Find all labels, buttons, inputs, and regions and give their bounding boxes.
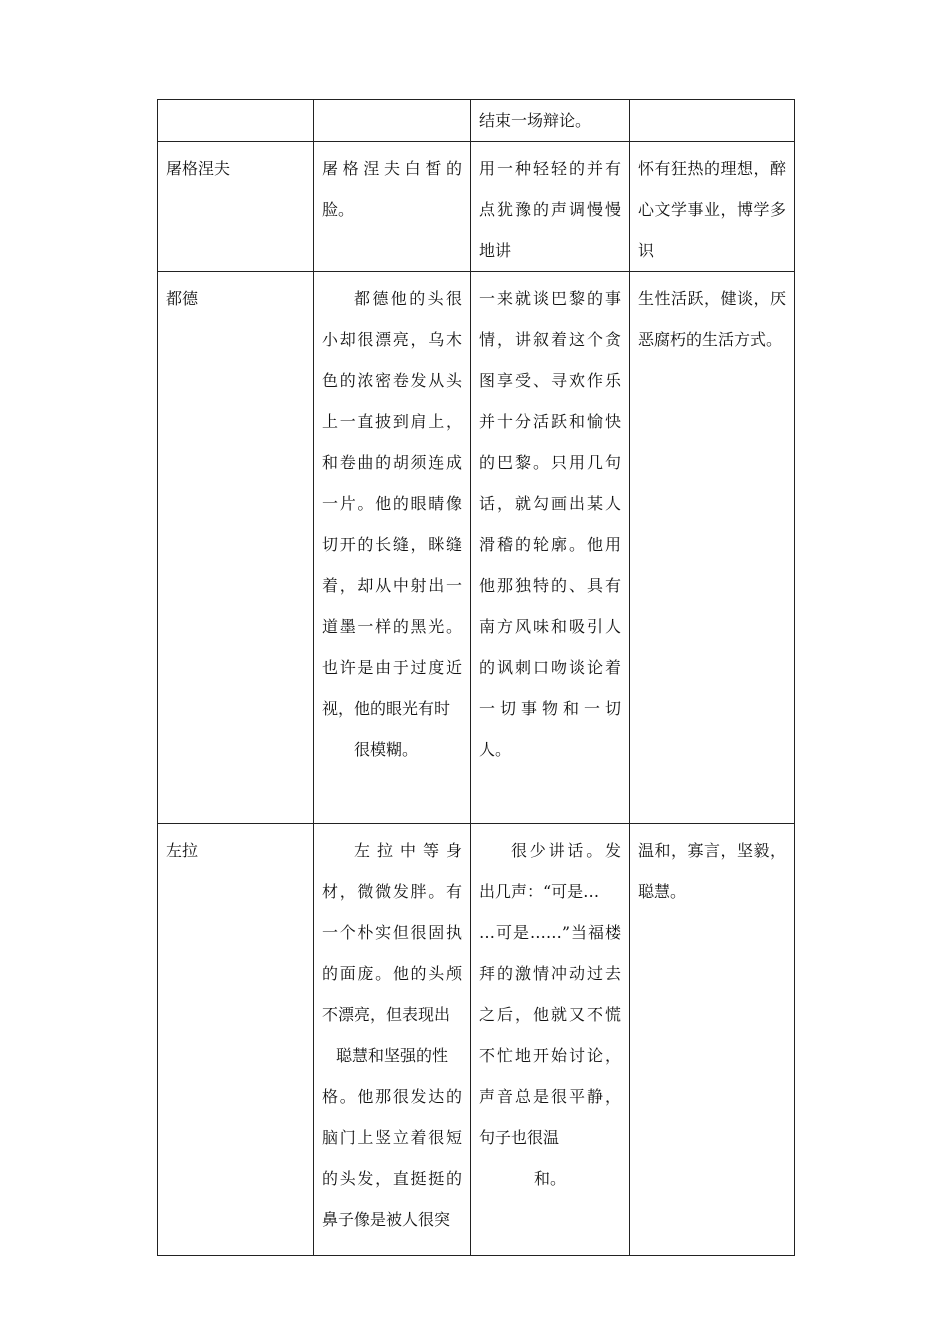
table-row [158,100,795,142]
speech-text: 很少讲话。发出几声：“可是… [479,841,621,901]
character-cell: 生性活跃，健谈，厌恶腐朽的生活方式。 [630,272,795,824]
name-cell: 屠格涅夫 [158,142,314,272]
speech-cell: 一来就谈巴黎的事情，讲叙着这个贪图享受、寻欢作乐并十分活跃和愉快的巴黎。只用几句话，就勾画出某人滑稽的轮廓。他用他那独特的、具有南方风味和吸引人的讽刺口吻谈论着一切事物和一切人。 [471,272,630,824]
character-cell: 怀有狂热的理想，醉心文学事业，博学多识 [630,142,795,272]
appearance-cell [314,272,471,824]
character-cell [630,100,795,142]
appearance-cell: 屠格涅夫白皙的脸。 [314,142,471,272]
appearance-text: 左拉中等身材，微微发胖。有一个朴实但很固执的面庞。他的头颅不漂亮，但表现出 [322,841,462,1024]
character-cell: 温和，寡言，坚毅，聪慧。 [630,824,795,1256]
speech-text: 和。 [533,1169,566,1188]
appearance-text: 格。他那很发达的脑门上竖立着很短的头发，直挺挺的鼻子像是被人很突 [322,1087,462,1229]
character-comparison-table [157,99,795,1256]
table-row [158,824,795,1256]
appearance-text: 都德他的头很小却很漂亮，乌木色的浓密卷发从头上一直披到肩上，和卷曲的胡须连成一片。他的眼睛像切开的长缝，眯缝着，却从中射出一道墨一样的黑光。也许是由于过度近视，他的眼光有时 [322,289,462,718]
speech-text: …可是……”当福楼拜的激情冲动过去之后，他就又不慌不忙地开始讨论，声音总是很平静，句子也很温 [479,923,621,1147]
appearance-cell [314,824,471,1256]
appearance-cell [314,100,471,142]
name-cell [158,100,314,142]
speech-cell [471,824,630,1256]
speech-cell: 结束一场辩论。 [471,100,630,142]
speech-cell: 用一种轻轻的并有点犹豫的声调慢慢地讲 [471,142,630,272]
table-row [158,142,795,272]
appearance-text: 很模糊。 [354,740,419,759]
appearance-text: 聪慧和坚强的性 [335,1046,448,1065]
name-cell: 都德 [158,272,314,824]
name-cell: 左拉 [158,824,314,1256]
table-row [158,272,795,824]
